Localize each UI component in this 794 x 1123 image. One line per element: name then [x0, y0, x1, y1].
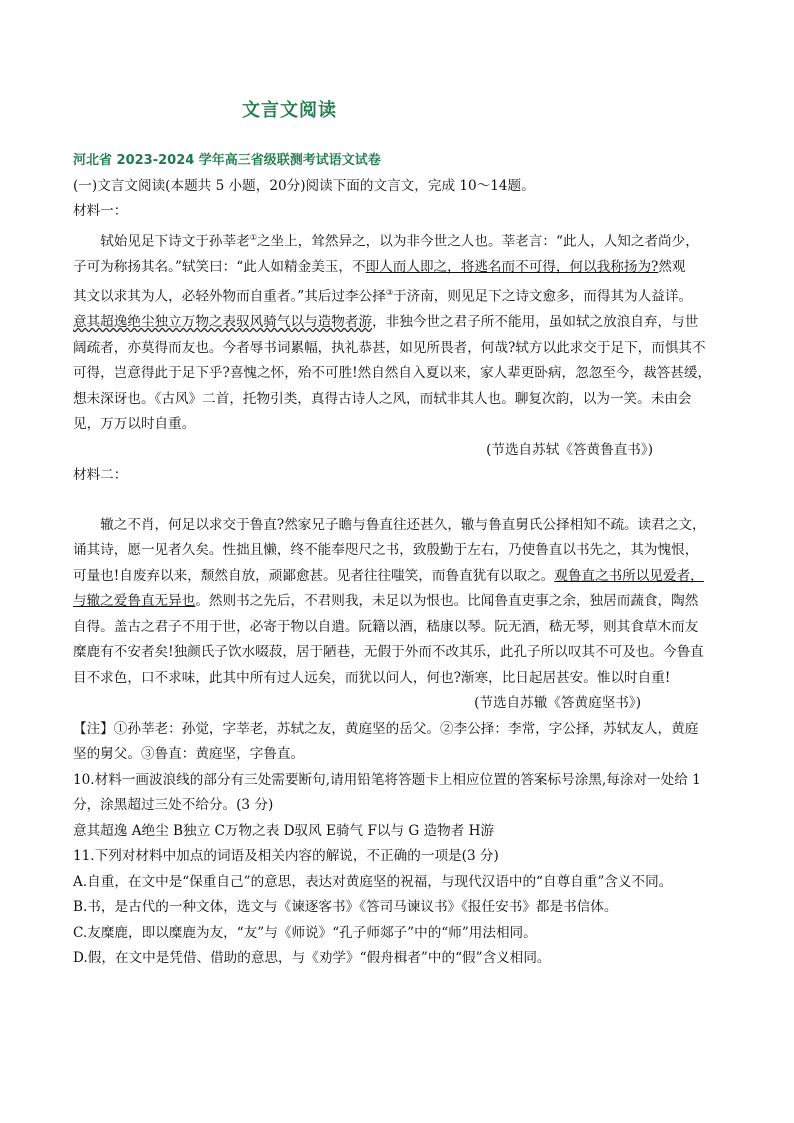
underlined-sentence-1: 即人而人即之，将逃名而不可得，何以我称扬为?: [365, 258, 659, 275]
footnote-marker-1: ①: [249, 232, 257, 242]
underlined-sentence-2b: 与辙之爱鲁直无异也: [73, 593, 196, 610]
material1-line-8: 见，万万以时自重。: [73, 416, 196, 433]
material1-line-5: 阔疏者，亦莫得而友也。今者辱书词累幅，执礼恭甚，如见所畏者，何哉?轼方以此求交于足下，而惧其不: [73, 339, 706, 356]
material2-line-7: 目不求色，口不求味，此其中所有过人远矣，而犹以问人，何也?渐寒，比日起居甚安。惟以时自重!: [73, 669, 671, 686]
material1-source: (节选自苏轼《答黄鲁直书》): [486, 441, 653, 458]
material2-line-1: 辙之不肖，何足以求交于鲁直?然家兄子瞻与鲁直往还甚久，辙与鲁直舅氏公择相知不疏。读君之文，: [100, 516, 706, 533]
exam-source: 河北省 2023-2024 学年高三省级联测考试语文试卷: [73, 153, 381, 168]
material2-line-6: 糜鹿有不安者矣!独颜氏子饮水啜菽，居于陋巷，无假于外而不改其乐，此孔子所以叹其不可及也。今鲁直: [73, 644, 704, 661]
material1-line-3: 其文以求其为人，必轻外物而自重者。”其后过李公择③于济南，则见足下之诗文愈多，而得其为人益详。: [73, 288, 693, 305]
material1-line-1: 轼始见足下诗文于孙莘老①之坐上，耸然异之，以为非今世之人也。莘老言：“此人，人知之者尚少，: [100, 232, 699, 250]
material1-line-7: 想未深讶也。《古风》二首，托物引类，真得古诗人之风，而轼非其人也。聊复次韵，以为一笑。未由会: [73, 390, 692, 407]
question-10-line-1: 10.材料一画波浪线的部分有三处需要断句,请用铅笔将答题卡上相应位置的答案标号涂黑,每涂对一处给 1: [73, 771, 701, 788]
document-body: [73, 148, 733, 972]
section-intro: (一)文言文阅读(本题共 5 小题，20分)阅读下面的文言文，完成 10～14题。: [73, 177, 535, 194]
wavy-underline-passage: 意其超逸绝尘独立万物之表驭风骑气以与造物者游: [73, 314, 373, 331]
question-11-option-b: B.书，是古代的一种文体，选文与《谏逐客书》《答司马谏议书》《报任安书》都是书信体。: [73, 899, 618, 916]
page-title: 文言文阅读: [242, 100, 337, 121]
material1-line-4: 意其超逸绝尘独立万物之表驭风骑气以与造物者游，非独今世之君子所不能用，虽如轼之放浪自弃，与世: [73, 314, 699, 331]
footnote-marker-3: ③: [385, 288, 393, 298]
material1-line-2: 子可为称扬其名。”轼笑曰：“此人如精金美玉，不即人而人即之，将逃名而不可得，何以我称扬为?然观: [73, 258, 686, 275]
question-11-option-d: D.假，在文中是凭借、借助的意思，与《劝学》“假舟楫者”中的“假”含义相同。: [73, 950, 551, 967]
material2-line-2: 诵其诗，愿一见者久矣。性拙且懒，终不能奉咫尺之书，致殷勤于左右，乃使鲁直以书先之，其为愧恨，: [73, 542, 699, 559]
notes-line-2: 坚的舅父。③鲁直：黄庭坚，字鲁直。: [73, 746, 305, 763]
material2-label: 材料二：: [73, 467, 128, 484]
material2-line-5: 自得。盖古之君子不用于世，必寄于物以自遣。阮籍以酒，嵇康以琴。阮无酒，嵇无琴，则其食草木而友: [73, 618, 699, 635]
material2-line-4: 与辙之爱鲁直无异也。然则书之先后，不君则我，未足以为恨也。比闻鲁直吏事之余，独居而蔬食，陶然: [73, 593, 699, 610]
material1-label: 材料一：: [73, 203, 128, 219]
question-11-stem: 11.下列对材料中加点的词语及相关内容的解说，不正确的一项是(3 分): [73, 848, 499, 865]
question-11-option-c: C.友糜鹿，即以糜鹿为友，“友”与《师说》“孔子师郯子”中的“师”用法相同。: [73, 924, 537, 941]
material1-line-6: 可得，岂意得此于足下乎?喜愧之怀，殆不可胜!然自然自入夏以来，家人辈更卧病，忽忽至今，裁答甚缓，: [73, 365, 712, 382]
material2-source: (节选自苏辙《答黄庭坚书》): [474, 695, 641, 712]
spacer: [73, 489, 733, 513]
question-10-line-2: 分，涂黑超过三处不给分。(3 分): [73, 797, 274, 814]
underlined-sentence-2a: 观鲁直之书所以见爱者，: [554, 567, 704, 584]
question-11-option-a: A.自重，在文中是“保重自己”的意思，表达对黄庭坚的祝福，与现代汉语中的“自尊自重”含义不同。: [73, 873, 673, 890]
question-10-options: 意其超逸 A绝尘 B独立 C万物之表 D驭风 E骑气 F以与 G 造物者 H游: [73, 822, 495, 839]
notes-line-1: 【注】①孙莘老：孙觉，字莘老，苏轼之友，黄庭坚的岳父。②李公择：李常，字公择，苏轼友人，黄庭: [73, 720, 699, 737]
material2-line-3: 可量也!自废弃以来，颓然自放，顽鄙愈甚。见者往往嗤笑，而鲁直犹有以取之。观鲁直之书所以见爱者，: [73, 567, 704, 584]
